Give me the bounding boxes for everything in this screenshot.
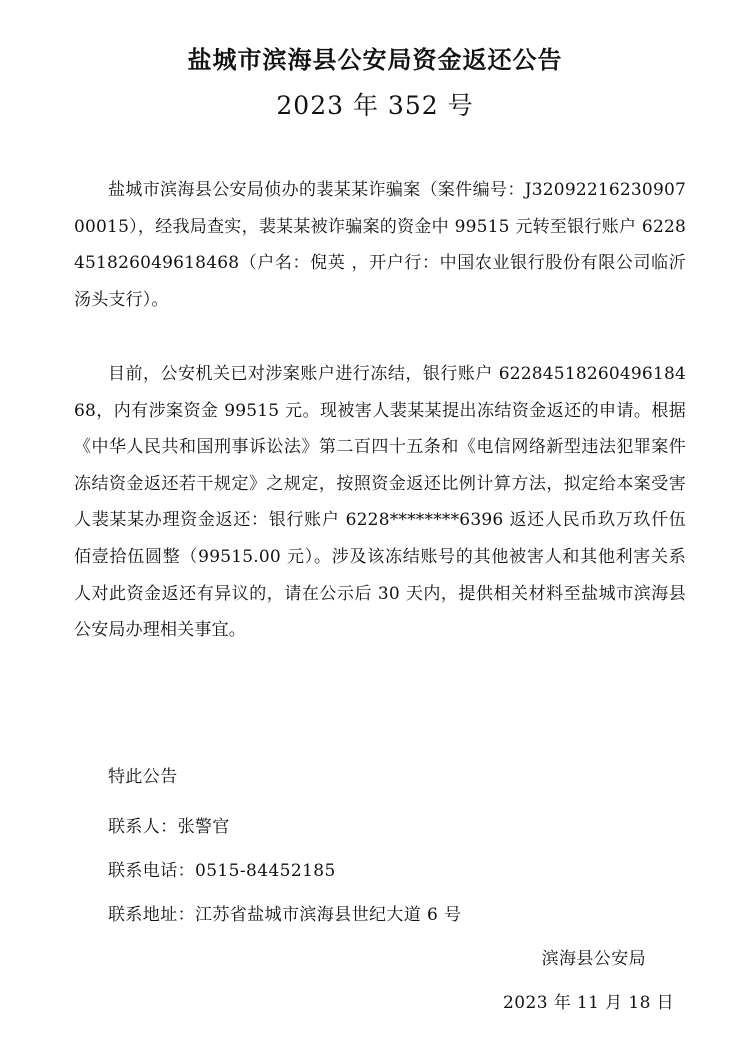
issue-date: 2023 年 11 月 18 日 bbox=[503, 993, 674, 1013]
contact-person: 联系人：张警官 bbox=[108, 817, 230, 837]
issuer-signature: 滨海县公安局 bbox=[541, 949, 646, 969]
contact-phone: 联系电话：0515-84452185 bbox=[108, 861, 336, 881]
document-number: 2023 年 352 号 bbox=[276, 91, 474, 120]
closing-phrase: 特此公告 bbox=[108, 767, 178, 787]
contact-address: 联系地址：江苏省盐城市滨海县世纪大道 6 号 bbox=[108, 905, 462, 925]
document-title: 盐城市滨海县公安局资金返还公告 bbox=[187, 46, 563, 74]
paragraph-refund-details: 目前，公安机关已对涉案账户进行冻结，银行账户 6228451826049618468，内有涉案资金 99515 元。现被害人裴某某提出冻结资金返还的申请。根据《中华人民共和国刑事诉讼法》第二百四十五条和《电信网络新型违法犯罪案件冻结资金返还若干规定》之规定，按照资金返还比例计算方法，拟定给本案受害人裴某某办理资金返还：银行账户 6228********6396 返还人民币玖万玖仟伍佰壹拾伍圆整（99515.00 元）。涉及该冻结账号的其他被害人和其他利害关系人对此资金返还有异议的，请在公示后 30 天内，提供相关材料至盐城市滨海县公安局办理相关事宜。 bbox=[74, 364, 686, 641]
paragraph-case-details: 盐城市滨海县公安局侦办的裴某某诈骗案（案件编号：J3209221623090700015），经我局查实，裴某某被诈骗案的资金中 99515 元转至银行账户 6228451826049618468（户名：倪英 ，开户行：中国农业银行股份有限公司临沂汤头支行）。 bbox=[74, 180, 686, 310]
